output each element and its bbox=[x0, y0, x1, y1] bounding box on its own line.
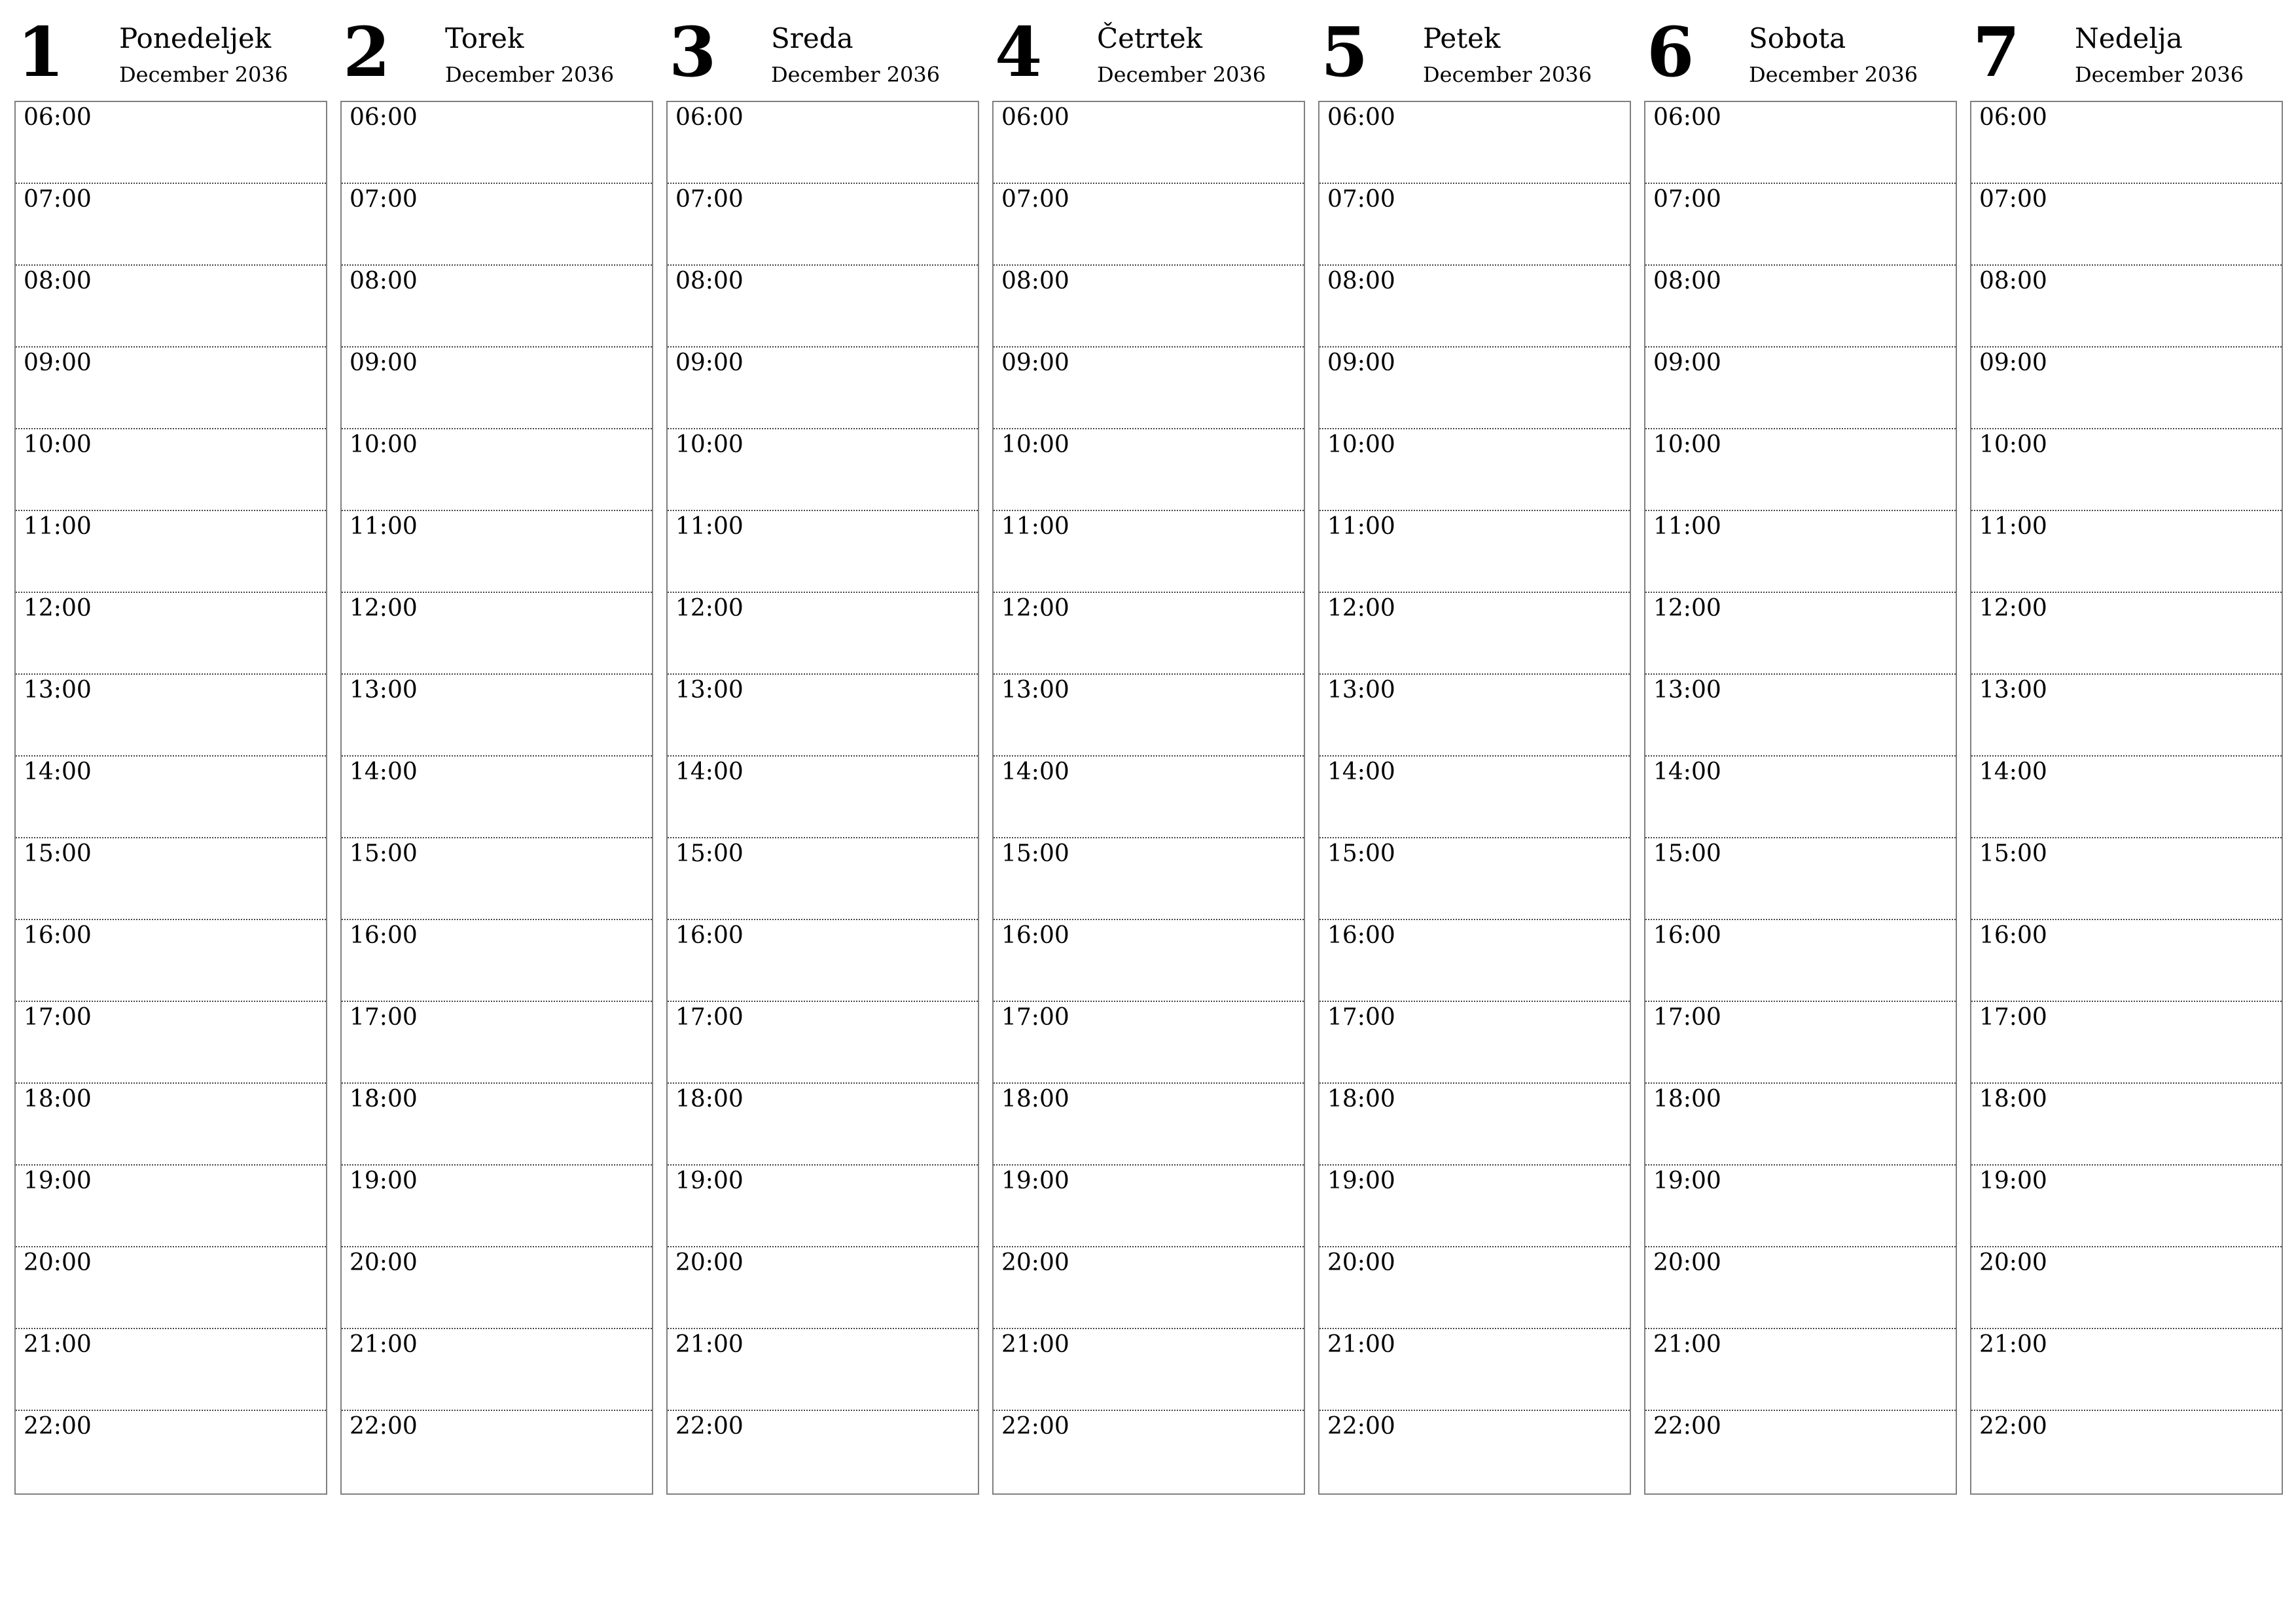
hour-slot[interactable] bbox=[994, 838, 1304, 920]
hour-label: 19:00 bbox=[350, 1168, 418, 1194]
hour-label: 22:00 bbox=[1327, 1413, 1395, 1440]
hour-label: 18:00 bbox=[1327, 1086, 1395, 1113]
day-header bbox=[1970, 0, 2283, 98]
hour-label: 11:00 bbox=[1653, 513, 1721, 540]
hour-label: 19:00 bbox=[1653, 1168, 1721, 1194]
hour-label: 11:00 bbox=[1001, 513, 1069, 540]
hour-slot[interactable] bbox=[16, 1329, 326, 1411]
hour-slot[interactable] bbox=[1971, 102, 2282, 184]
hour-label: 22:00 bbox=[350, 1413, 418, 1440]
weekly-planner bbox=[14, 0, 2296, 1505]
hour-slot[interactable] bbox=[342, 838, 652, 920]
hour-slot[interactable] bbox=[1645, 1166, 1956, 1247]
hour-slot[interactable] bbox=[1645, 429, 1956, 511]
day-name: Sreda bbox=[771, 22, 853, 54]
hour-slot[interactable] bbox=[1971, 593, 2282, 675]
hour-slot[interactable] bbox=[1319, 1247, 1630, 1329]
hour-label: 11:00 bbox=[1327, 513, 1395, 540]
hour-slot[interactable] bbox=[16, 511, 326, 593]
day-name: Petek bbox=[1423, 22, 1501, 54]
hour-slot[interactable] bbox=[1319, 348, 1630, 429]
hour-label: 13:00 bbox=[350, 677, 418, 704]
hour-slot[interactable] bbox=[668, 184, 978, 266]
hour-label: 12:00 bbox=[1001, 595, 1069, 622]
hour-label: 21:00 bbox=[1001, 1331, 1069, 1358]
hour-slot[interactable] bbox=[342, 348, 652, 429]
hour-label: 19:00 bbox=[675, 1168, 744, 1194]
hour-label: 08:00 bbox=[24, 268, 92, 294]
hour-slot[interactable] bbox=[1645, 184, 1956, 266]
hour-label: 17:00 bbox=[1327, 1004, 1395, 1031]
hour-label: 14:00 bbox=[1979, 758, 2047, 785]
hour-label: 13:00 bbox=[1979, 677, 2047, 704]
hour-slot[interactable] bbox=[342, 429, 652, 511]
hour-label: 06:00 bbox=[24, 104, 92, 131]
hour-label: 17:00 bbox=[24, 1004, 92, 1031]
hour-slot[interactable] bbox=[1971, 1247, 2282, 1329]
hour-slot[interactable] bbox=[1971, 1002, 2282, 1084]
hour-label: 10:00 bbox=[1001, 431, 1069, 458]
hour-slot[interactable] bbox=[1645, 1247, 1956, 1329]
hour-label: 06:00 bbox=[350, 104, 418, 131]
hour-label: 10:00 bbox=[1979, 431, 2047, 458]
hour-slot[interactable] bbox=[16, 429, 326, 511]
hour-label: 09:00 bbox=[24, 349, 92, 376]
hour-label: 20:00 bbox=[1001, 1249, 1069, 1276]
hour-slot[interactable] bbox=[1319, 429, 1630, 511]
hour-label: 15:00 bbox=[1001, 840, 1069, 867]
hour-slot[interactable] bbox=[16, 920, 326, 1002]
hour-label: 18:00 bbox=[1653, 1086, 1721, 1113]
day-month-label: December 2036 bbox=[1097, 62, 1266, 87]
hour-slot[interactable] bbox=[1971, 348, 2282, 429]
hour-slot[interactable] bbox=[668, 1002, 978, 1084]
hour-slot[interactable] bbox=[1971, 838, 2282, 920]
day-name: Nedelja bbox=[2075, 22, 2183, 54]
hour-label: 20:00 bbox=[24, 1249, 92, 1276]
hour-slot[interactable] bbox=[668, 1329, 978, 1411]
day-column bbox=[340, 0, 653, 1505]
hour-slot[interactable] bbox=[16, 1411, 326, 1493]
day-schedule-box bbox=[1644, 101, 1957, 1495]
hour-slot[interactable] bbox=[342, 184, 652, 266]
hour-label: 06:00 bbox=[675, 104, 744, 131]
hour-slot[interactable] bbox=[16, 1084, 326, 1166]
hour-slot[interactable] bbox=[668, 1411, 978, 1493]
hour-slot[interactable] bbox=[342, 511, 652, 593]
hour-slot[interactable] bbox=[1645, 348, 1956, 429]
hour-label: 11:00 bbox=[350, 513, 418, 540]
hour-slot[interactable] bbox=[668, 266, 978, 348]
hour-slot[interactable] bbox=[1971, 1084, 2282, 1166]
hour-label: 16:00 bbox=[1001, 922, 1069, 949]
hour-slot[interactable] bbox=[1319, 1411, 1630, 1493]
day-name: Četrtek bbox=[1097, 22, 1203, 54]
hour-slot[interactable] bbox=[1319, 1084, 1630, 1166]
hour-slot[interactable] bbox=[16, 675, 326, 757]
hour-label: 16:00 bbox=[350, 922, 418, 949]
hour-slot[interactable] bbox=[1645, 511, 1956, 593]
hour-slot[interactable] bbox=[994, 593, 1304, 675]
hour-label: 14:00 bbox=[24, 758, 92, 785]
hour-label: 08:00 bbox=[1001, 268, 1069, 294]
hour-label: 19:00 bbox=[24, 1168, 92, 1194]
hour-slot[interactable] bbox=[1319, 593, 1630, 675]
hour-slot[interactable] bbox=[668, 838, 978, 920]
hour-label: 18:00 bbox=[24, 1086, 92, 1113]
hour-label: 22:00 bbox=[1979, 1413, 2047, 1440]
day-number: 2 bbox=[343, 12, 391, 92]
hour-slot[interactable] bbox=[994, 920, 1304, 1002]
hour-label: 17:00 bbox=[1653, 1004, 1721, 1031]
hour-slot[interactable] bbox=[668, 920, 978, 1002]
day-month-label: December 2036 bbox=[1423, 62, 1592, 87]
day-header bbox=[1318, 0, 1631, 98]
hour-label: 19:00 bbox=[1979, 1168, 2047, 1194]
day-header bbox=[1644, 0, 1957, 98]
hour-slot[interactable] bbox=[1319, 675, 1630, 757]
hour-label: 12:00 bbox=[1653, 595, 1721, 622]
hour-slot[interactable] bbox=[1971, 184, 2282, 266]
hour-label: 14:00 bbox=[675, 758, 744, 785]
hour-label: 16:00 bbox=[24, 922, 92, 949]
hour-label: 20:00 bbox=[1979, 1249, 2047, 1276]
hour-label: 06:00 bbox=[1653, 104, 1721, 131]
hour-slot[interactable] bbox=[342, 1166, 652, 1247]
day-name: Ponedeljek bbox=[119, 22, 272, 54]
hour-slot[interactable] bbox=[342, 102, 652, 184]
hour-label: 17:00 bbox=[350, 1004, 418, 1031]
hour-label: 18:00 bbox=[1001, 1086, 1069, 1113]
day-column bbox=[1644, 0, 1957, 1505]
day-schedule-box bbox=[1970, 101, 2283, 1495]
day-column bbox=[666, 0, 979, 1505]
hour-label: 17:00 bbox=[1001, 1004, 1069, 1031]
day-header bbox=[992, 0, 1305, 98]
hour-label: 15:00 bbox=[350, 840, 418, 867]
hour-label: 11:00 bbox=[24, 513, 92, 540]
hour-slot[interactable] bbox=[342, 1084, 652, 1166]
hour-slot[interactable] bbox=[1971, 757, 2282, 838]
hour-label: 09:00 bbox=[1327, 349, 1395, 376]
hour-label: 08:00 bbox=[675, 268, 744, 294]
hour-label: 16:00 bbox=[1327, 922, 1395, 949]
hour-slot[interactable] bbox=[342, 593, 652, 675]
hour-slot[interactable] bbox=[994, 184, 1304, 266]
hour-label: 20:00 bbox=[350, 1249, 418, 1276]
hour-label: 15:00 bbox=[1327, 840, 1395, 867]
hour-label: 22:00 bbox=[24, 1413, 92, 1440]
hour-label: 13:00 bbox=[1001, 677, 1069, 704]
hour-label: 07:00 bbox=[1327, 186, 1395, 213]
hour-slot[interactable] bbox=[668, 511, 978, 593]
day-column bbox=[14, 0, 327, 1505]
hour-slot[interactable] bbox=[1971, 1411, 2282, 1493]
hour-label: 14:00 bbox=[1327, 758, 1395, 785]
hour-label: 10:00 bbox=[1653, 431, 1721, 458]
hour-label: 21:00 bbox=[24, 1331, 92, 1358]
hour-slot[interactable] bbox=[1971, 1166, 2282, 1247]
hour-slot[interactable] bbox=[1319, 511, 1630, 593]
hour-slot[interactable] bbox=[994, 675, 1304, 757]
hour-slot[interactable] bbox=[994, 1329, 1304, 1411]
hour-label: 10:00 bbox=[350, 431, 418, 458]
hour-slot[interactable] bbox=[994, 266, 1304, 348]
day-header bbox=[666, 0, 979, 98]
hour-slot[interactable] bbox=[994, 511, 1304, 593]
hour-slot[interactable] bbox=[1645, 1329, 1956, 1411]
day-number: 3 bbox=[669, 12, 717, 92]
hour-label: 13:00 bbox=[675, 677, 744, 704]
hour-label: 11:00 bbox=[1979, 513, 2047, 540]
hour-slot[interactable] bbox=[668, 1247, 978, 1329]
hour-slot[interactable] bbox=[1645, 102, 1956, 184]
day-column bbox=[1970, 0, 2283, 1505]
hour-slot[interactable] bbox=[1645, 593, 1956, 675]
hour-label: 12:00 bbox=[24, 595, 92, 622]
hour-slot[interactable] bbox=[1971, 429, 2282, 511]
hour-slot[interactable] bbox=[1645, 757, 1956, 838]
day-month-label: December 2036 bbox=[119, 62, 289, 87]
hour-label: 10:00 bbox=[675, 431, 744, 458]
hour-slot[interactable] bbox=[16, 184, 326, 266]
hour-slot[interactable] bbox=[668, 429, 978, 511]
hour-slot[interactable] bbox=[342, 1002, 652, 1084]
hour-label: 22:00 bbox=[1001, 1413, 1069, 1440]
hour-slot[interactable] bbox=[1645, 675, 1956, 757]
hour-slot[interactable] bbox=[1319, 1166, 1630, 1247]
hour-label: 07:00 bbox=[1653, 186, 1721, 213]
hour-label: 20:00 bbox=[1327, 1249, 1395, 1276]
hour-label: 09:00 bbox=[1653, 349, 1721, 376]
hour-label: 15:00 bbox=[24, 840, 92, 867]
hour-label: 17:00 bbox=[675, 1004, 744, 1031]
hour-label: 21:00 bbox=[1327, 1331, 1395, 1358]
hour-slot[interactable] bbox=[342, 1247, 652, 1329]
hour-slot[interactable] bbox=[1645, 838, 1956, 920]
hour-slot[interactable] bbox=[994, 1247, 1304, 1329]
day-month-label: December 2036 bbox=[445, 62, 615, 87]
hour-slot[interactable] bbox=[16, 757, 326, 838]
day-header bbox=[340, 0, 653, 98]
hour-slot[interactable] bbox=[16, 838, 326, 920]
hour-label: 15:00 bbox=[1653, 840, 1721, 867]
hour-label: 12:00 bbox=[1327, 595, 1395, 622]
hour-slot[interactable] bbox=[342, 266, 652, 348]
hour-label: 12:00 bbox=[350, 595, 418, 622]
day-schedule-box bbox=[992, 101, 1305, 1495]
hour-label: 14:00 bbox=[350, 758, 418, 785]
hour-label: 07:00 bbox=[350, 186, 418, 213]
hour-slot[interactable] bbox=[1971, 511, 2282, 593]
day-number: 7 bbox=[1973, 12, 2020, 92]
hour-label: 06:00 bbox=[1001, 104, 1069, 131]
day-number: 5 bbox=[1321, 12, 1369, 92]
day-schedule-box bbox=[14, 101, 327, 1495]
hour-slot[interactable] bbox=[668, 102, 978, 184]
hour-slot[interactable] bbox=[1645, 920, 1956, 1002]
hour-label: 22:00 bbox=[1653, 1413, 1721, 1440]
hour-slot[interactable] bbox=[1319, 102, 1630, 184]
hour-label: 12:00 bbox=[1979, 595, 2047, 622]
day-schedule-box bbox=[340, 101, 653, 1495]
hour-label: 07:00 bbox=[24, 186, 92, 213]
hour-label: 06:00 bbox=[1979, 104, 2047, 131]
hour-slot[interactable] bbox=[994, 348, 1304, 429]
hour-slot[interactable] bbox=[668, 1084, 978, 1166]
hour-label: 09:00 bbox=[1001, 349, 1069, 376]
hour-slot[interactable] bbox=[1971, 675, 2282, 757]
day-number: 4 bbox=[995, 12, 1043, 92]
hour-label: 07:00 bbox=[1979, 186, 2047, 213]
hour-slot[interactable] bbox=[16, 266, 326, 348]
hour-label: 14:00 bbox=[1653, 758, 1721, 785]
hour-slot[interactable] bbox=[1319, 838, 1630, 920]
hour-slot[interactable] bbox=[16, 1247, 326, 1329]
hour-label: 21:00 bbox=[1979, 1331, 2047, 1358]
day-number: 1 bbox=[17, 12, 65, 92]
hour-label: 20:00 bbox=[1653, 1249, 1721, 1276]
hour-slot[interactable] bbox=[1971, 266, 2282, 348]
hour-slot[interactable] bbox=[1645, 1084, 1956, 1166]
hour-label: 18:00 bbox=[350, 1086, 418, 1113]
hour-slot[interactable] bbox=[994, 1002, 1304, 1084]
hour-slot[interactable] bbox=[668, 593, 978, 675]
hour-slot[interactable] bbox=[342, 1411, 652, 1493]
hour-label: 13:00 bbox=[1653, 677, 1721, 704]
hour-label: 16:00 bbox=[1979, 922, 2047, 949]
hour-slot[interactable] bbox=[1645, 1411, 1956, 1493]
hour-slot[interactable] bbox=[994, 102, 1304, 184]
hour-label: 19:00 bbox=[1327, 1168, 1395, 1194]
day-header bbox=[14, 0, 327, 98]
hour-slot[interactable] bbox=[994, 1411, 1304, 1493]
hour-label: 09:00 bbox=[1979, 349, 2047, 376]
hour-label: 08:00 bbox=[1979, 268, 2047, 294]
hour-label: 20:00 bbox=[675, 1249, 744, 1276]
hour-slot[interactable] bbox=[668, 1166, 978, 1247]
day-column bbox=[1318, 0, 1631, 1505]
hour-slot[interactable] bbox=[668, 348, 978, 429]
hour-label: 13:00 bbox=[1327, 677, 1395, 704]
hour-slot[interactable] bbox=[16, 593, 326, 675]
hour-slot[interactable] bbox=[1319, 184, 1630, 266]
hour-slot[interactable] bbox=[1971, 1329, 2282, 1411]
hour-slot[interactable] bbox=[668, 675, 978, 757]
hour-slot[interactable] bbox=[994, 1166, 1304, 1247]
day-month-label: December 2036 bbox=[1749, 62, 1918, 87]
hour-slot[interactable] bbox=[342, 757, 652, 838]
hour-slot[interactable] bbox=[1645, 1002, 1956, 1084]
hour-label: 09:00 bbox=[350, 349, 418, 376]
hour-label: 06:00 bbox=[1327, 104, 1395, 131]
hour-label: 21:00 bbox=[1653, 1331, 1721, 1358]
hour-label: 21:00 bbox=[350, 1331, 418, 1358]
hour-label: 21:00 bbox=[675, 1331, 744, 1358]
hour-slot[interactable] bbox=[1319, 266, 1630, 348]
hour-label: 12:00 bbox=[675, 595, 744, 622]
hour-slot[interactable] bbox=[994, 1084, 1304, 1166]
hour-label: 09:00 bbox=[675, 349, 744, 376]
hour-slot[interactable] bbox=[1319, 1002, 1630, 1084]
hour-label: 14:00 bbox=[1001, 758, 1069, 785]
hour-slot[interactable] bbox=[994, 429, 1304, 511]
hour-label: 13:00 bbox=[24, 677, 92, 704]
hour-label: 10:00 bbox=[24, 431, 92, 458]
hour-slot[interactable] bbox=[1645, 266, 1956, 348]
hour-label: 15:00 bbox=[675, 840, 744, 867]
hour-label: 07:00 bbox=[1001, 186, 1069, 213]
hour-slot[interactable] bbox=[994, 757, 1304, 838]
hour-slot[interactable] bbox=[342, 1329, 652, 1411]
hour-slot[interactable] bbox=[668, 757, 978, 838]
hour-slot[interactable] bbox=[16, 1166, 326, 1247]
hour-label: 18:00 bbox=[675, 1086, 744, 1113]
day-month-label: December 2036 bbox=[771, 62, 941, 87]
hour-label: 17:00 bbox=[1979, 1004, 2047, 1031]
hour-slot[interactable] bbox=[1319, 757, 1630, 838]
day-name: Sobota bbox=[1749, 22, 1846, 54]
day-month-label: December 2036 bbox=[2075, 62, 2244, 87]
hour-label: 16:00 bbox=[1653, 922, 1721, 949]
hour-label: 07:00 bbox=[675, 186, 744, 213]
day-number: 6 bbox=[1647, 12, 1695, 92]
day-name: Torek bbox=[445, 22, 524, 54]
hour-slot[interactable] bbox=[16, 1002, 326, 1084]
day-column bbox=[992, 0, 1305, 1505]
hour-label: 08:00 bbox=[1327, 268, 1395, 294]
hour-slot[interactable] bbox=[1319, 1329, 1630, 1411]
hour-label: 15:00 bbox=[1979, 840, 2047, 867]
hour-slot[interactable] bbox=[16, 348, 326, 429]
day-schedule-box bbox=[1318, 101, 1631, 1495]
hour-label: 08:00 bbox=[350, 268, 418, 294]
hour-slot[interactable] bbox=[1971, 920, 2282, 1002]
hour-label: 19:00 bbox=[1001, 1168, 1069, 1194]
hour-label: 11:00 bbox=[675, 513, 744, 540]
hour-slot[interactable] bbox=[16, 102, 326, 184]
hour-slot[interactable] bbox=[1319, 920, 1630, 1002]
hour-label: 22:00 bbox=[675, 1413, 744, 1440]
hour-slot[interactable] bbox=[342, 920, 652, 1002]
hour-label: 08:00 bbox=[1653, 268, 1721, 294]
hour-label: 18:00 bbox=[1979, 1086, 2047, 1113]
hour-label: 10:00 bbox=[1327, 431, 1395, 458]
hour-slot[interactable] bbox=[342, 675, 652, 757]
day-schedule-box bbox=[666, 101, 979, 1495]
hour-label: 16:00 bbox=[675, 922, 744, 949]
